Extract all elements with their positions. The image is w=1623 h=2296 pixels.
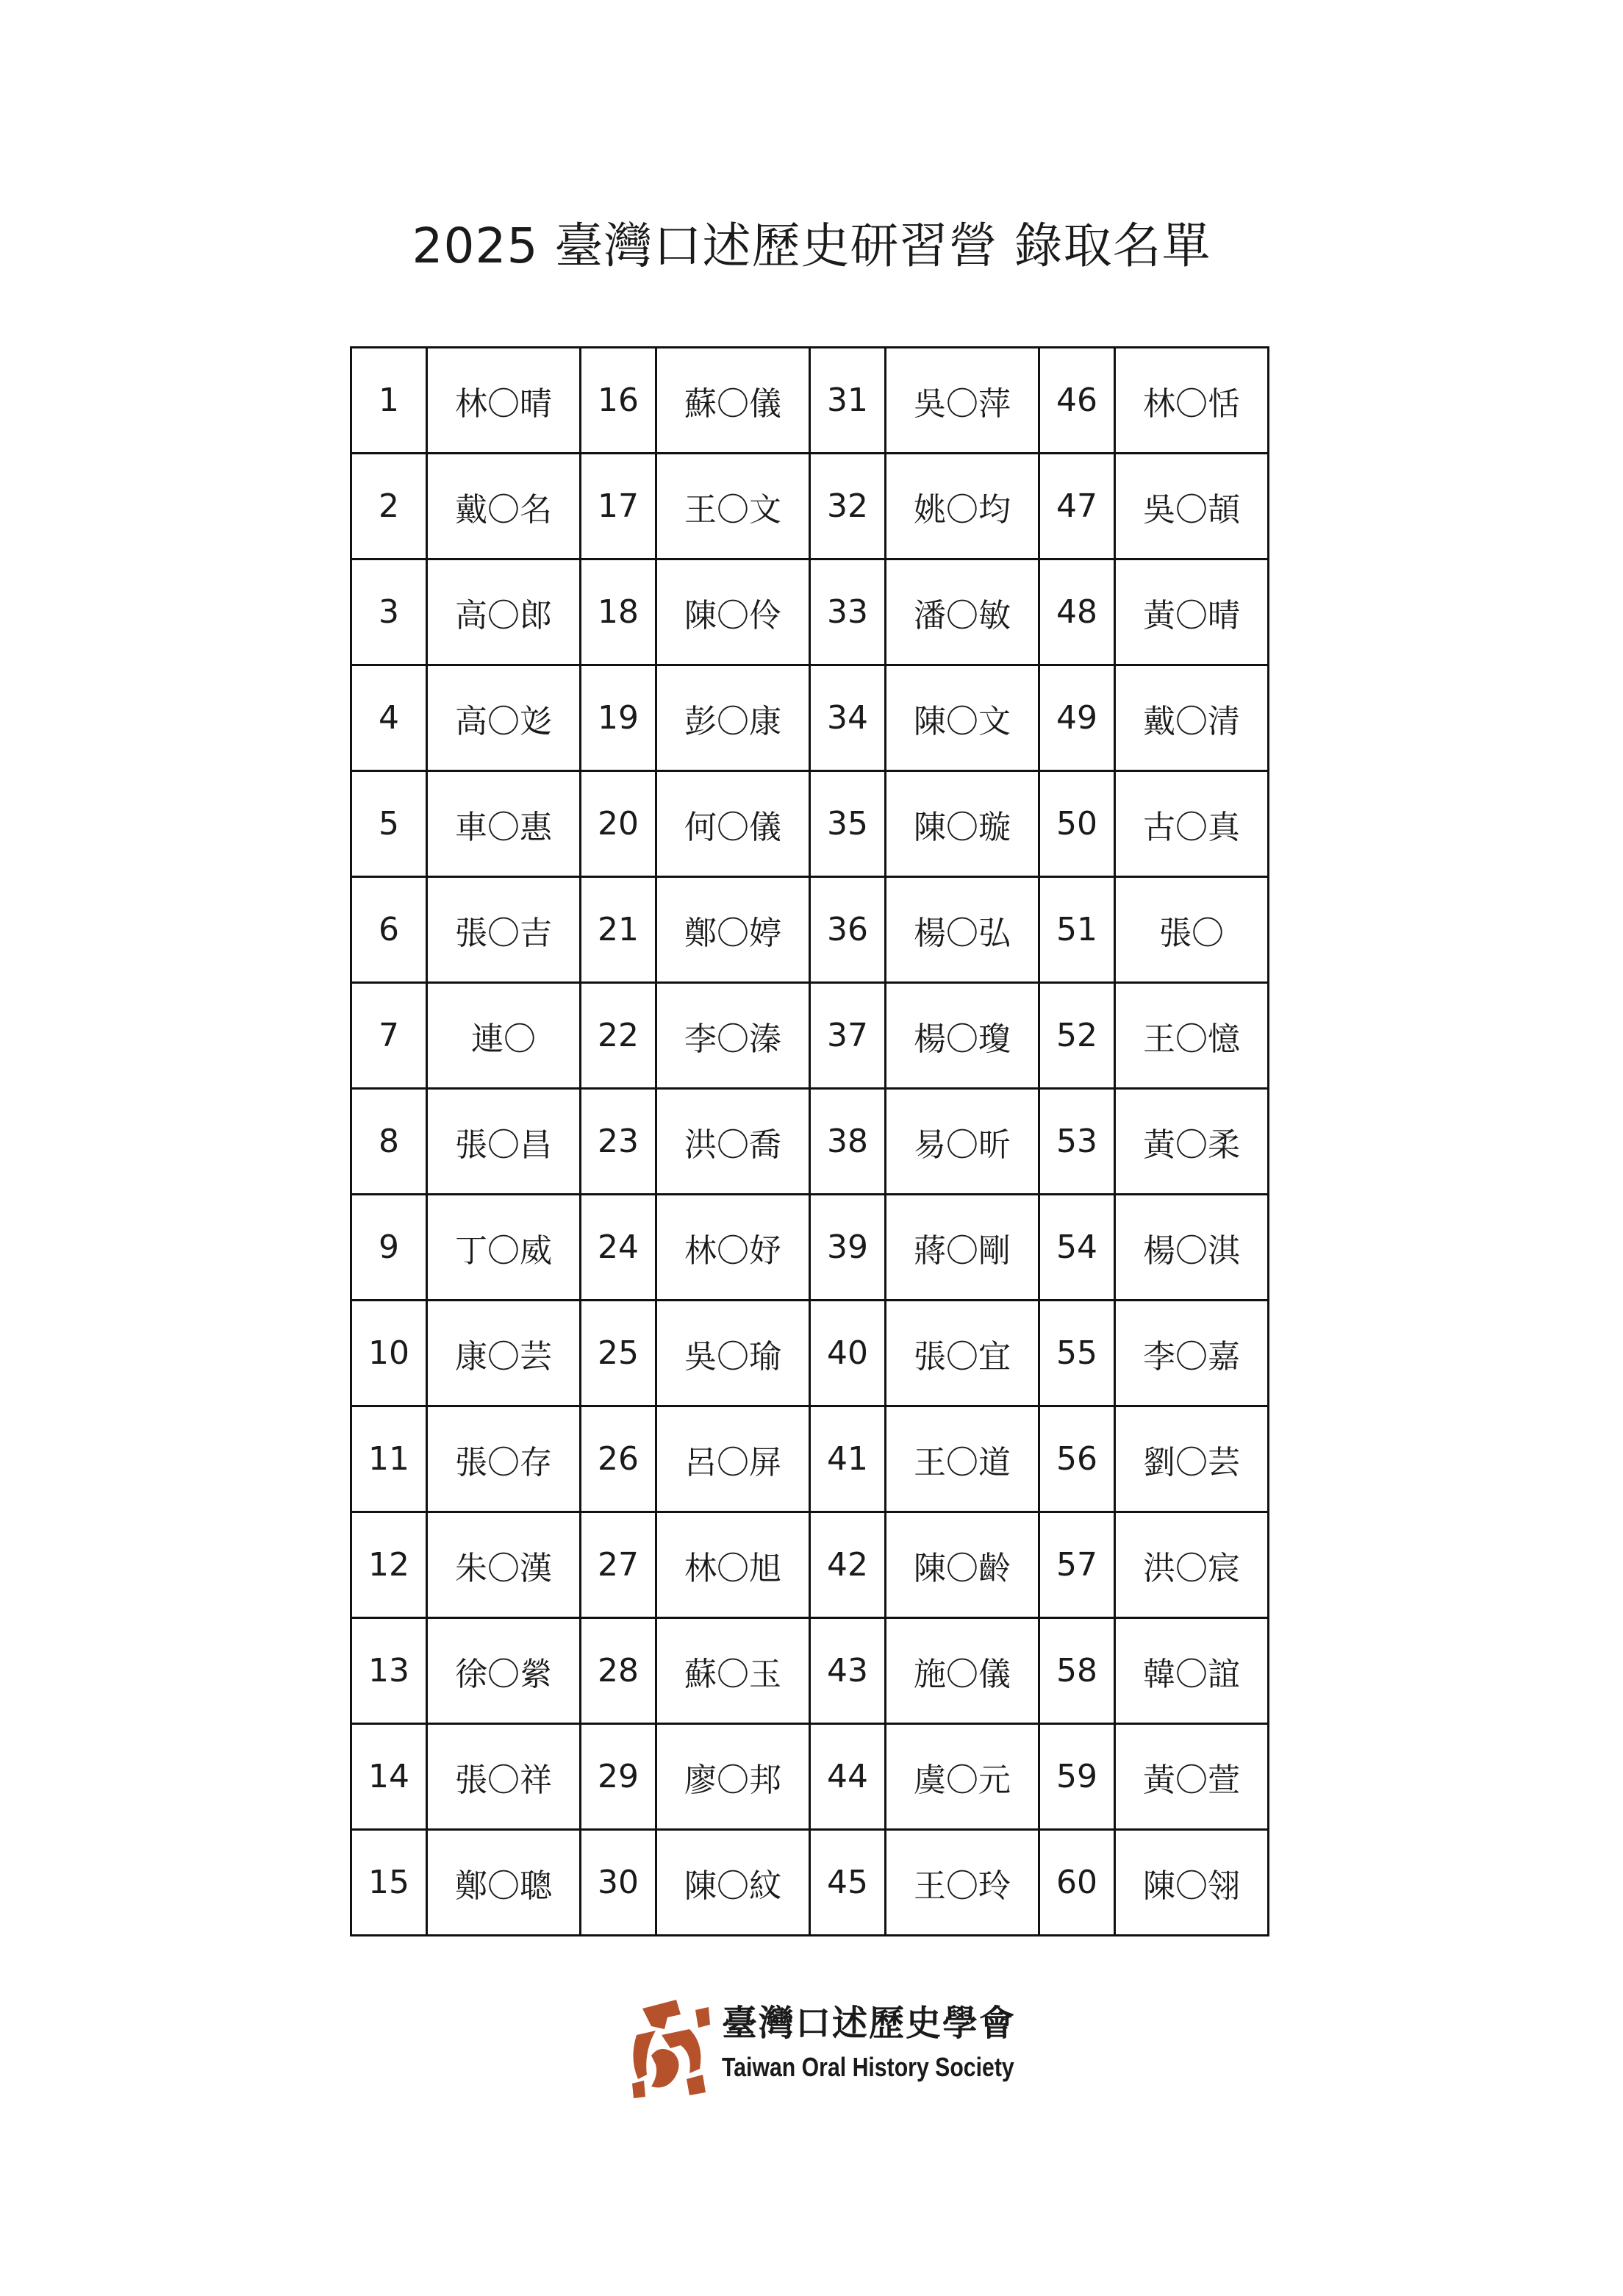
entry-number: 10	[351, 1301, 427, 1406]
society-name-en: Taiwan Oral History Society	[722, 2052, 1014, 2082]
entry-number: 37	[810, 983, 886, 1089]
entry-number: 2	[351, 454, 427, 559]
society-logo	[622, 1992, 1019, 2103]
table-row	[351, 1301, 1269, 1406]
table-row	[351, 1089, 1269, 1195]
entry-name: 韓〇誼	[1115, 1618, 1269, 1724]
entry-number: 4	[351, 665, 427, 771]
entry-number: 40	[810, 1301, 886, 1406]
entry-name: 黃〇柔	[1115, 1089, 1269, 1195]
entry-number: 6	[351, 877, 427, 983]
entry-number: 7	[351, 983, 427, 1089]
entry-name: 潘〇敏	[886, 559, 1039, 665]
entry-name: 林〇恬	[1115, 348, 1269, 454]
entry-number: 30	[581, 1830, 656, 1936]
entry-name: 張〇宜	[886, 1301, 1039, 1406]
entry-name: 楊〇弘	[886, 877, 1039, 983]
entry-number: 34	[810, 665, 886, 771]
entry-number: 55	[1039, 1301, 1115, 1406]
entry-name: 陳〇璇	[886, 771, 1039, 877]
entry-number: 56	[1039, 1406, 1115, 1512]
table-row	[351, 1830, 1269, 1936]
entry-name: 張〇祥	[427, 1724, 581, 1830]
table-row	[351, 983, 1269, 1089]
entry-name: 林〇晴	[427, 348, 581, 454]
table-row	[351, 1724, 1269, 1830]
entry-name: 蔣〇剛	[886, 1195, 1039, 1301]
entry-name: 王〇文	[656, 454, 810, 559]
page-title: 2025 臺灣口述歷史研習營 錄取名單	[412, 218, 1211, 274]
table-row	[351, 1195, 1269, 1301]
entry-number: 27	[581, 1512, 656, 1618]
entry-number: 35	[810, 771, 886, 877]
entry-number: 49	[1039, 665, 1115, 771]
entry-number: 15	[351, 1830, 427, 1936]
entry-name: 李〇溱	[656, 983, 810, 1089]
entry-name: 康〇芸	[427, 1301, 581, 1406]
entry-name: 蘇〇玉	[656, 1618, 810, 1724]
entry-name: 朱〇漢	[427, 1512, 581, 1618]
entry-number: 53	[1039, 1089, 1115, 1195]
entry-name: 吳〇瑜	[656, 1301, 810, 1406]
entry-name: 陳〇文	[886, 665, 1039, 771]
entry-number: 41	[810, 1406, 886, 1512]
entry-name: 車〇惠	[427, 771, 581, 877]
entry-name: 吳〇頡	[1115, 454, 1269, 559]
entry-number: 12	[351, 1512, 427, 1618]
entry-name: 林〇妤	[656, 1195, 810, 1301]
entry-number: 47	[1039, 454, 1115, 559]
table-row	[351, 559, 1269, 665]
entry-number: 51	[1039, 877, 1115, 983]
table-row	[351, 348, 1269, 454]
entry-name: 楊〇瓊	[886, 983, 1039, 1089]
entry-number: 59	[1039, 1724, 1115, 1830]
entry-name: 施〇儀	[886, 1618, 1039, 1724]
entry-name: 鄭〇婷	[656, 877, 810, 983]
table-row	[351, 877, 1269, 983]
entry-name: 張〇存	[427, 1406, 581, 1512]
entry-number: 33	[810, 559, 886, 665]
entry-name: 洪〇喬	[656, 1089, 810, 1195]
entry-name: 連〇	[427, 983, 581, 1089]
entry-name: 黃〇萱	[1115, 1724, 1269, 1830]
table-row	[351, 665, 1269, 771]
entry-number: 60	[1039, 1830, 1115, 1936]
entry-name: 吳〇萍	[886, 348, 1039, 454]
entry-number: 9	[351, 1195, 427, 1301]
entry-name: 何〇儀	[656, 771, 810, 877]
entry-name: 鄭〇聰	[427, 1830, 581, 1936]
entry-number: 36	[810, 877, 886, 983]
entry-number: 3	[351, 559, 427, 665]
entry-name: 張〇	[1115, 877, 1269, 983]
entry-number: 50	[1039, 771, 1115, 877]
entry-name: 林〇旭	[656, 1512, 810, 1618]
entry-name: 虞〇元	[886, 1724, 1039, 1830]
entry-name: 王〇玲	[886, 1830, 1039, 1936]
entry-name: 劉〇芸	[1115, 1406, 1269, 1512]
entry-number: 42	[810, 1512, 886, 1618]
entry-name: 丁〇威	[427, 1195, 581, 1301]
entry-number: 57	[1039, 1512, 1115, 1618]
entry-name: 彭〇康	[656, 665, 810, 771]
entry-name: 洪〇宸	[1115, 1512, 1269, 1618]
entry-number: 13	[351, 1618, 427, 1724]
entry-number: 14	[351, 1724, 427, 1830]
roster-body	[351, 348, 1269, 1936]
society-name-zh: 臺灣口述歷史學會	[722, 2003, 1017, 2044]
entry-name: 陳〇齡	[886, 1512, 1039, 1618]
entry-number: 45	[810, 1830, 886, 1936]
entry-name: 張〇昌	[427, 1089, 581, 1195]
entry-name: 高〇彣	[427, 665, 581, 771]
entry-number: 38	[810, 1089, 886, 1195]
entry-number: 26	[581, 1406, 656, 1512]
entry-name: 陳〇紋	[656, 1830, 810, 1936]
entry-name: 高〇郎	[427, 559, 581, 665]
entry-name: 戴〇清	[1115, 665, 1269, 771]
entry-name: 王〇道	[886, 1406, 1039, 1512]
table-row	[351, 1406, 1269, 1512]
entry-name: 蘇〇儀	[656, 348, 810, 454]
entry-name: 戴〇名	[427, 454, 581, 559]
entry-name: 古〇真	[1115, 771, 1269, 877]
roster-table	[350, 346, 1269, 1936]
entry-number: 22	[581, 983, 656, 1089]
entry-number: 1	[351, 348, 427, 454]
entry-number: 8	[351, 1089, 427, 1195]
entry-number: 19	[581, 665, 656, 771]
entry-name: 陳〇伶	[656, 559, 810, 665]
entry-name: 王〇憶	[1115, 983, 1269, 1089]
table-row	[351, 454, 1269, 559]
table-row	[351, 1512, 1269, 1618]
entry-number: 43	[810, 1618, 886, 1724]
entry-number: 5	[351, 771, 427, 877]
entry-number: 28	[581, 1618, 656, 1724]
entry-number: 21	[581, 877, 656, 983]
entry-name: 黃〇晴	[1115, 559, 1269, 665]
entry-name: 楊〇淇	[1115, 1195, 1269, 1301]
entry-name: 徐〇縈	[427, 1618, 581, 1724]
entry-number: 16	[581, 348, 656, 454]
entry-number: 17	[581, 454, 656, 559]
entry-number: 54	[1039, 1195, 1115, 1301]
entry-name: 張〇吉	[427, 877, 581, 983]
table-row	[351, 1618, 1269, 1724]
entry-number: 58	[1039, 1618, 1115, 1724]
entry-number: 20	[581, 771, 656, 877]
entry-number: 23	[581, 1089, 656, 1195]
entry-number: 52	[1039, 983, 1115, 1089]
entry-name: 姚〇均	[886, 454, 1039, 559]
entry-number: 11	[351, 1406, 427, 1512]
entry-number: 39	[810, 1195, 886, 1301]
entry-number: 31	[810, 348, 886, 454]
entry-number: 29	[581, 1724, 656, 1830]
entry-name: 陳〇翎	[1115, 1830, 1269, 1936]
entry-name: 廖〇邦	[656, 1724, 810, 1830]
entry-number: 18	[581, 559, 656, 665]
entry-name: 呂〇屏	[656, 1406, 810, 1512]
entry-number: 25	[581, 1301, 656, 1406]
entry-number: 24	[581, 1195, 656, 1301]
entry-number: 46	[1039, 348, 1115, 454]
entry-number: 44	[810, 1724, 886, 1830]
entry-name: 李〇嘉	[1115, 1301, 1269, 1406]
entry-number: 32	[810, 454, 886, 559]
entry-number: 48	[1039, 559, 1115, 665]
entry-name: 易〇昕	[886, 1089, 1039, 1195]
society-emblem-icon	[622, 1992, 717, 2103]
table-row	[351, 771, 1269, 877]
